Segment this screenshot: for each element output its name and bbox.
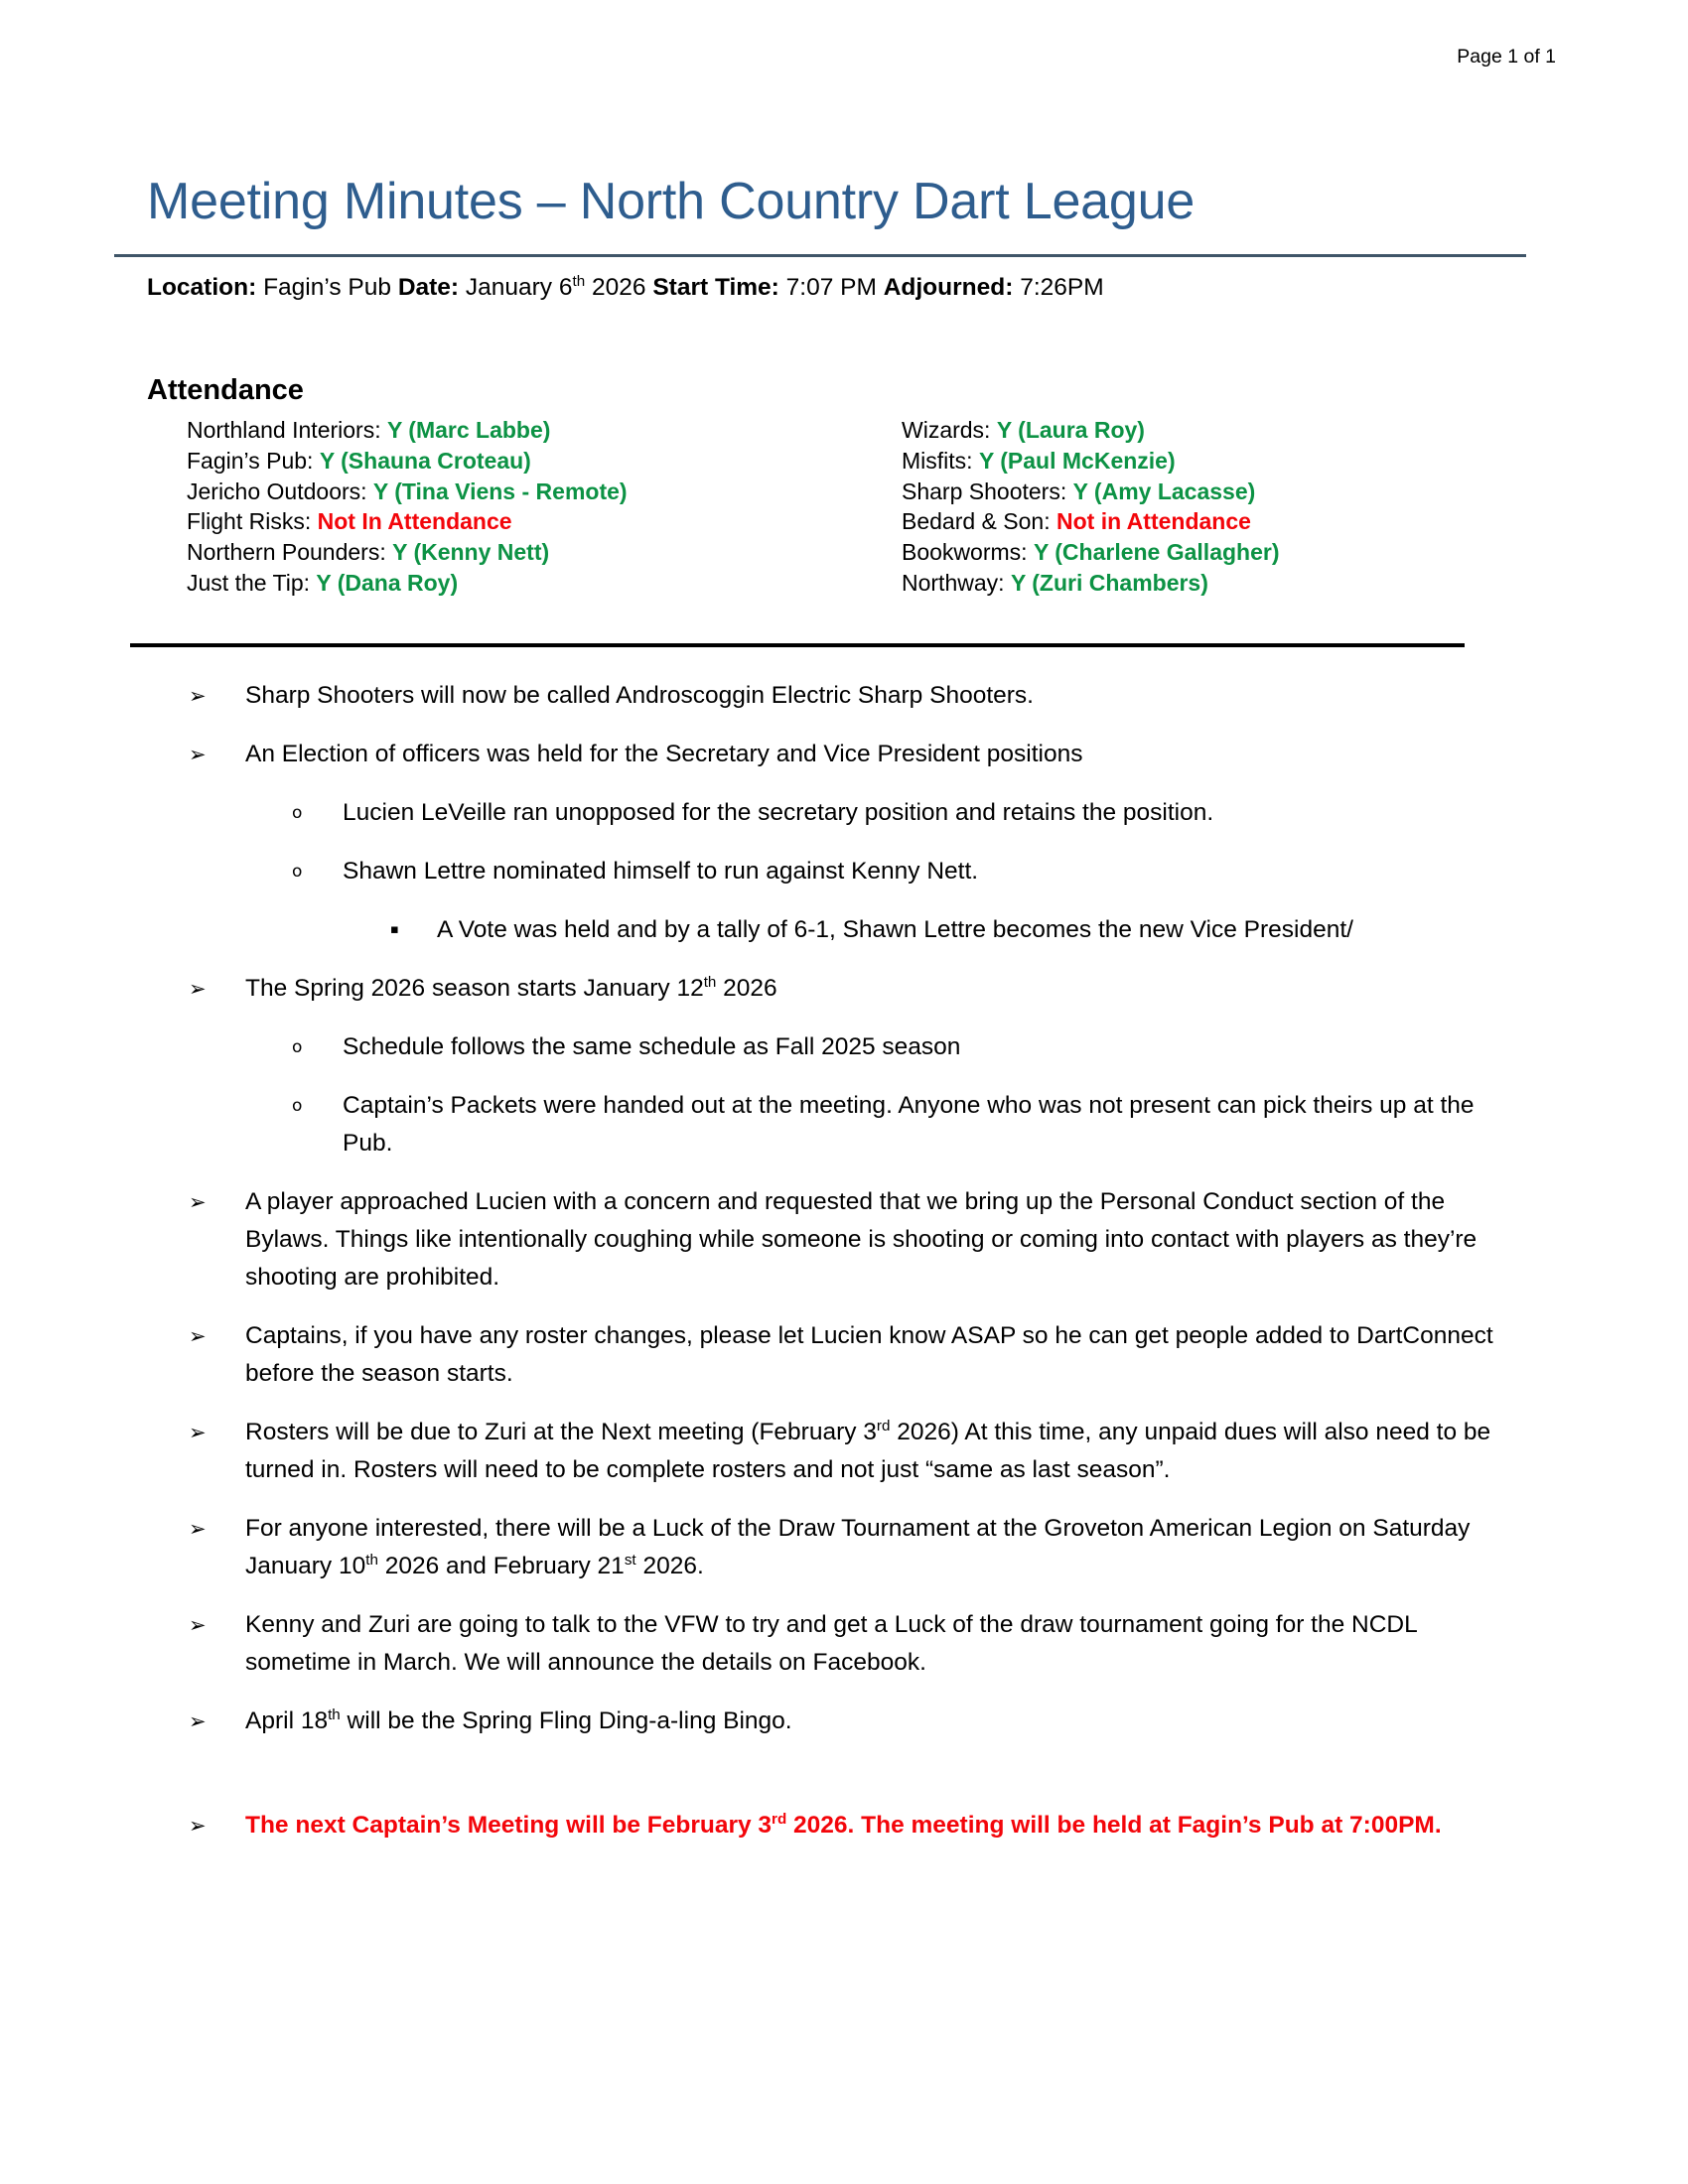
page-title: Meeting Minutes – North Country Dart League (147, 172, 1196, 230)
section-divider (130, 643, 1465, 647)
minutes-item (0, 1317, 1688, 1393)
bingo-text: April 18 (245, 1707, 329, 1734)
adjourned-label: Adjourned: (883, 274, 1014, 301)
minutes-item-text (245, 1414, 1509, 1489)
meeting-meta-line (147, 273, 1104, 304)
minutes-item (0, 736, 1688, 773)
minutes-subitem (0, 794, 1688, 832)
attendance-team: Northway: (902, 569, 1005, 596)
circle-bullet-icon: o (292, 1037, 303, 1057)
attendance-row (187, 568, 628, 599)
minutes-item-text (245, 1703, 1509, 1740)
minutes-subitem-text: Captain’s Packets were handed out at the meeting. Anyone who was not present can pick theirs up at the Pub. (343, 1092, 1475, 1157)
season-start-year: 2026 (716, 975, 777, 1002)
attendance-status: Y (Amy Lacasse) (1072, 478, 1256, 504)
minutes-item (0, 1703, 1688, 1740)
minutes-subitem-text: Schedule follows the same schedule as Fall 2025 season (343, 1033, 961, 1060)
minutes-body (0, 677, 1688, 1865)
date-value: January 6 (465, 274, 573, 301)
tournament-mid: 2026 and February 21 (377, 1553, 625, 1579)
season-start-text: The Spring 2026 season starts January 12 (245, 975, 704, 1002)
minutes-item (0, 1414, 1688, 1489)
attendance-status: Y (Marc Labbe) (386, 417, 551, 443)
minutes-item (0, 1510, 1688, 1585)
circle-bullet-icon: o (292, 803, 303, 823)
attendance-team: Bookworms: (902, 539, 1028, 566)
attendance-row (187, 537, 628, 568)
attendance-status: Y (Kenny Nett) (392, 539, 550, 566)
attendance-team: Flight Risks: (187, 508, 312, 535)
attendance-status: Not In Attendance (317, 508, 512, 535)
minutes-subsubitem (0, 911, 1688, 949)
adjourned-value: 7:26PM (1020, 274, 1104, 301)
minutes-subitem (0, 1028, 1688, 1066)
attendance-team: Fagin’s Pub: (187, 447, 314, 474)
attendance-row (902, 506, 1279, 537)
attendance-status: Y (Charlene Gallagher) (1033, 539, 1280, 566)
arrow-bullet-icon: ➢ (189, 1190, 207, 1214)
attendance-row (187, 415, 628, 446)
start-time-value: 7:07 PM (785, 274, 877, 301)
attendance-row (902, 415, 1279, 446)
tournament-ordinal-a: th (365, 1551, 378, 1569)
start-time-label: Start Time: (652, 274, 779, 301)
minutes-item (0, 677, 1688, 715)
arrow-bullet-icon: ➢ (189, 1709, 207, 1733)
attendance-row (902, 446, 1279, 477)
bingo-post: will be the Spring Fling Ding-a-ling Bingo. (340, 1707, 792, 1734)
next-meeting-post: 2026. The meeting will be held at Fagin’s Pub at 7:00PM. (786, 1812, 1442, 1839)
minutes-subitem-text: Shawn Lettre nominated himself to run against Kenny Nett. (343, 858, 979, 885)
tournament-post: 2026. (635, 1553, 704, 1579)
location-label: Location: (147, 274, 257, 301)
minutes-item-text: Kenny and Zuri are going to talk to the VFW to try and get a Luck of the draw tournament going for the NCDL sometime in March. We will announce the details on Facebook. (245, 1611, 1417, 1676)
minutes-subitem-text: Lucien LeVeille ran unopposed for the secretary position and retains the position. (343, 799, 1214, 826)
attendance-column-left (187, 415, 628, 599)
arrow-bullet-icon: ➢ (189, 684, 207, 708)
minutes-item-text: Sharp Shooters will now be called Androscoggin Electric Sharp Shooters. (245, 682, 1034, 709)
circle-bullet-icon: o (292, 1096, 303, 1116)
rosters-due-ordinal: rd (876, 1417, 891, 1434)
attendance-row (902, 477, 1279, 507)
minutes-item-text (245, 970, 1509, 1008)
title-divider (114, 254, 1526, 257)
circle-bullet-icon: o (292, 862, 303, 882)
minutes-subitem (0, 1087, 1688, 1162)
bingo-ordinal: th (328, 1706, 341, 1723)
attendance-row (187, 506, 628, 537)
attendance-status: Y (Dana Roy) (316, 569, 459, 596)
minutes-item (0, 1606, 1688, 1682)
tournament-ordinal-b: st (624, 1551, 636, 1569)
attendance-row (902, 568, 1279, 599)
date-year: 2026 (591, 274, 646, 301)
square-bullet-icon: ▪ (390, 922, 399, 937)
next-meeting-text (245, 1807, 1509, 1844)
date-ordinal: th (572, 272, 586, 290)
arrow-bullet-icon: ➢ (189, 1421, 207, 1444)
date-label: Date: (397, 274, 460, 301)
minutes-item-text: Captains, if you have any roster changes, please let Lucien know ASAP so he can get people added to DartConnect before the season starts. (245, 1322, 1493, 1387)
attendance-row (187, 477, 628, 507)
attendance-status: Not in Attendance (1056, 508, 1251, 535)
next-meeting-ordinal: rd (772, 1810, 787, 1828)
spacer (0, 1761, 1688, 1807)
page-indicator: Page 1 of 1 (1457, 46, 1556, 68)
arrow-bullet-icon: ➢ (189, 1814, 207, 1838)
next-meeting-note (0, 1807, 1688, 1844)
tournament-text: For anyone interested, there will be a Luck of the Draw Tournament at the Groveton American Legion on Saturday January 10 (245, 1515, 1471, 1579)
arrow-bullet-icon: ➢ (189, 1517, 207, 1541)
arrow-bullet-icon: ➢ (189, 743, 207, 766)
attendance-status: Y (Shauna Croteau) (319, 447, 531, 474)
minutes-item-text: An Election of officers was held for the Secretary and Vice President positions (245, 741, 1083, 767)
attendance-row (187, 446, 628, 477)
rosters-due-text: Rosters will be due to Zuri at the Next meeting (February 3 (245, 1419, 877, 1445)
attendance-team: Misfits: (902, 447, 973, 474)
attendance-status: Y (Paul McKenzie) (978, 447, 1176, 474)
attendance-column-right (902, 415, 1279, 599)
attendance-team: Northland Interiors: (187, 417, 381, 443)
arrow-bullet-icon: ➢ (189, 1324, 207, 1348)
next-meeting-pre: The next Captain’s Meeting will be February 3 (245, 1812, 773, 1839)
minutes-item-text (245, 1510, 1509, 1585)
location-value: Fagin’s Pub (263, 274, 391, 301)
minutes-subsubitem-text: A Vote was held and by a tally of 6-1, Shawn Lettre becomes the new Vice President/ (437, 916, 1353, 943)
attendance-team: Jericho Outdoors: (187, 478, 367, 504)
attendance-team: Sharp Shooters: (902, 478, 1067, 504)
attendance-team: Just the Tip: (187, 569, 311, 596)
rosters-due-rest: 2026) At this time, any unpaid dues will also need to be turned in. Rosters will need to be complete rosters and not just “same as last season”. (245, 1419, 1491, 1483)
attendance-team: Bedard & Son: (902, 508, 1051, 535)
attendance-row (902, 537, 1279, 568)
minutes-item (0, 1183, 1688, 1297)
attendance-status: Y (Tina Viens - Remote) (372, 478, 628, 504)
arrow-bullet-icon: ➢ (189, 1613, 207, 1637)
minutes-subitem (0, 853, 1688, 890)
season-start-ordinal: th (703, 973, 717, 991)
attendance-team: Northern Pounders: (187, 539, 386, 566)
minutes-item (0, 970, 1688, 1008)
minutes-item-text: A player approached Lucien with a concern and requested that we bring up the Personal Conduct section of the Bylaws. Things like intentionally coughing while someone is shooting or coming into contact with players as they’re shooting are prohibited. (245, 1188, 1477, 1291)
arrow-bullet-icon: ➢ (189, 977, 207, 1001)
attendance-heading: Attendance (147, 374, 304, 406)
attendance-status: Y (Zuri Chambers) (1010, 569, 1208, 596)
attendance-team: Wizards: (902, 417, 991, 443)
attendance-status: Y (Laura Roy) (996, 417, 1145, 443)
